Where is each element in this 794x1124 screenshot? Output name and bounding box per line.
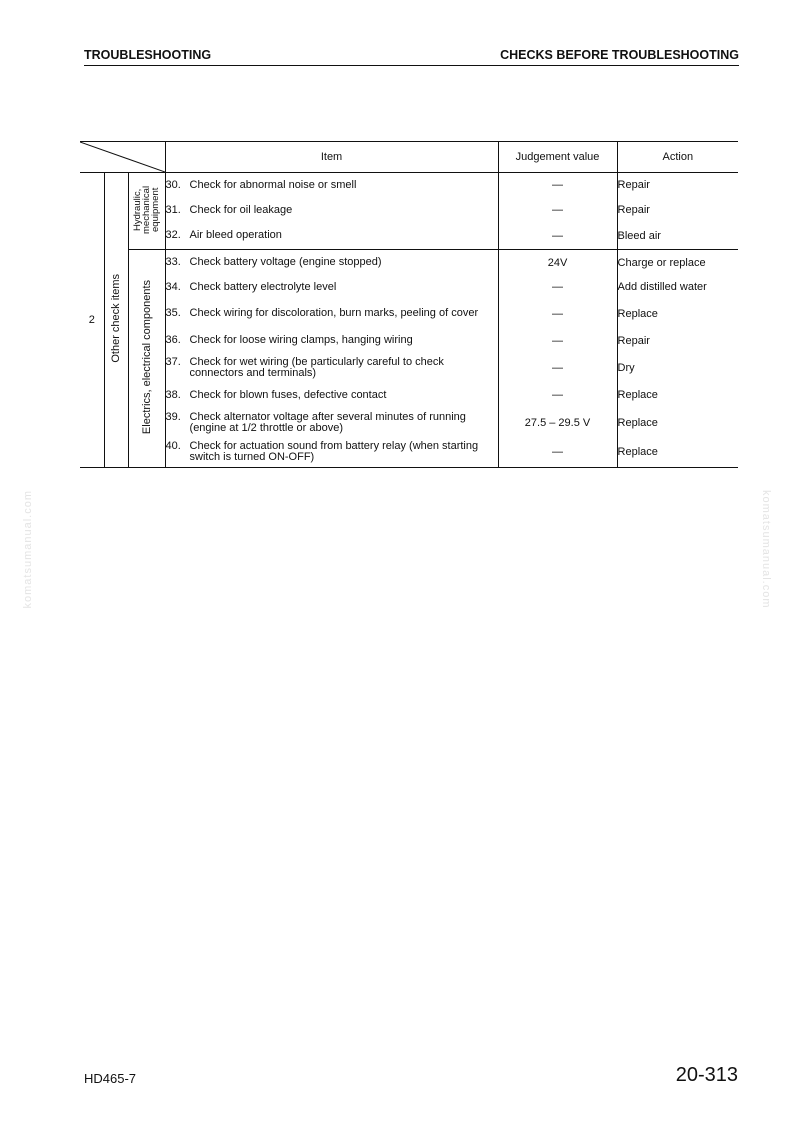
- item-text: Check for loose wiring clamps, hanging wiring: [189, 334, 413, 346]
- judgement-value: 24V: [498, 250, 617, 276]
- judgement-value: —: [498, 223, 617, 250]
- item-number: 36.: [165, 334, 181, 346]
- table-row: [80, 223, 738, 250]
- table-row: [80, 250, 738, 276]
- judgement-value: —: [498, 383, 617, 408]
- judgement-value: —: [498, 276, 617, 299]
- item-number: 39.: [165, 410, 181, 423]
- table-row: [80, 408, 738, 438]
- action-value: Replace: [617, 307, 658, 320]
- diagonal-line: [80, 142, 165, 172]
- watermark-right: komatsumanual.com: [760, 490, 772, 609]
- item-cell: [165, 223, 498, 250]
- table-row: [80, 276, 738, 299]
- column-header-item: Item: [165, 142, 498, 173]
- item-text: Check for oil leakage: [189, 203, 293, 216]
- action-value: Repair: [617, 204, 650, 216]
- item-cell: [165, 408, 498, 438]
- checks-table: [80, 141, 738, 468]
- item-text: Air bleed operation: [189, 229, 282, 242]
- group-label-cell: [104, 173, 128, 468]
- item-cell: [165, 329, 498, 353]
- item-number: 31.: [165, 203, 181, 216]
- item-cell: [165, 198, 498, 223]
- table-row: [80, 329, 738, 353]
- item-cell: [165, 353, 498, 383]
- action-value: Replace: [617, 438, 738, 468]
- item-text: Check battery voltage (engine stopped): [189, 256, 382, 269]
- table-row: [80, 353, 738, 383]
- footer-model: HD465-7: [84, 1071, 137, 1086]
- item-number: 37.: [165, 355, 181, 368]
- item-text: Check for blown fuses, defective contact: [189, 388, 387, 401]
- item-cell: [165, 383, 498, 408]
- judgement-value: —: [498, 198, 617, 223]
- action-value: Bleed air: [617, 223, 738, 250]
- item-cell: [165, 250, 498, 276]
- table-row: [80, 383, 738, 408]
- action-value: Repair: [617, 179, 650, 192]
- table-row: [80, 299, 738, 329]
- item-number: 30.: [165, 178, 181, 191]
- table-row: [80, 198, 738, 223]
- action-value: Replace: [617, 416, 658, 429]
- item-number: 35.: [165, 307, 181, 319]
- judgement-value: —: [498, 173, 617, 198]
- judgement-value: —: [498, 353, 617, 383]
- item-text: Check for actuation sound from battery relay (when starting switch is turned ON-OFF): [189, 440, 479, 464]
- section-label-hydraulic-cell: [128, 173, 165, 250]
- footer-page-number: 20-313: [675, 1064, 738, 1086]
- column-header-action: Action: [617, 142, 738, 173]
- page-header: [84, 47, 739, 66]
- column-header-judgement: Judgement value: [498, 142, 617, 173]
- watermark-left: komatsumanual.com: [22, 490, 34, 609]
- table-header-row: [80, 142, 738, 173]
- header-section-title: TROUBLESHOOTING: [84, 48, 212, 62]
- item-text: Check alternator voltage after several minutes of running (engine at 1/2 throttle or above): [189, 410, 466, 434]
- header-chapter-title: CHECKS BEFORE TROUBLESHOOTING: [500, 48, 739, 62]
- section-label-hydraulic: Hydraulic, mechanical equipment: [132, 185, 162, 234]
- group-number: 2: [80, 173, 104, 468]
- item-cell: [165, 299, 498, 329]
- judgement-value: —: [498, 299, 617, 329]
- action-value: Dry: [617, 361, 635, 374]
- item-number: 38.: [165, 388, 181, 401]
- judgement-value: 27.5 – 29.5 V: [498, 408, 617, 438]
- action-value: Repair: [617, 334, 650, 347]
- judgement-value: —: [498, 438, 617, 468]
- item-cell: [165, 438, 498, 468]
- group-label: Other check items: [110, 274, 122, 363]
- section-label-electrics-cell: [128, 250, 165, 468]
- item-cell: [165, 173, 498, 198]
- item-cell: [165, 276, 498, 299]
- item-number: 33.: [165, 256, 181, 269]
- section-label-electrics: Electrics, electrical components: [140, 279, 153, 435]
- judgement-value: —: [498, 329, 617, 353]
- item-text: Check for wet wiring (be particularly careful to check connectors and terminals): [189, 355, 444, 379]
- action-value: Add distilled water: [617, 281, 707, 293]
- item-text: Check for abnormal noise or smell: [189, 178, 357, 191]
- item-text: Check wiring for discoloration, burn marks, peeling of cover: [189, 307, 479, 319]
- diagonal-corner-cell: [80, 142, 165, 173]
- action-value: Charge or replace: [617, 256, 706, 269]
- item-text: Check battery electrolyte level: [189, 280, 337, 293]
- table-row: [80, 438, 738, 468]
- item-number: 32.: [165, 229, 181, 242]
- action-value: Replace: [617, 389, 658, 401]
- item-number: 34.: [165, 280, 181, 293]
- table-row: [80, 173, 738, 198]
- item-number: 40.: [165, 440, 181, 453]
